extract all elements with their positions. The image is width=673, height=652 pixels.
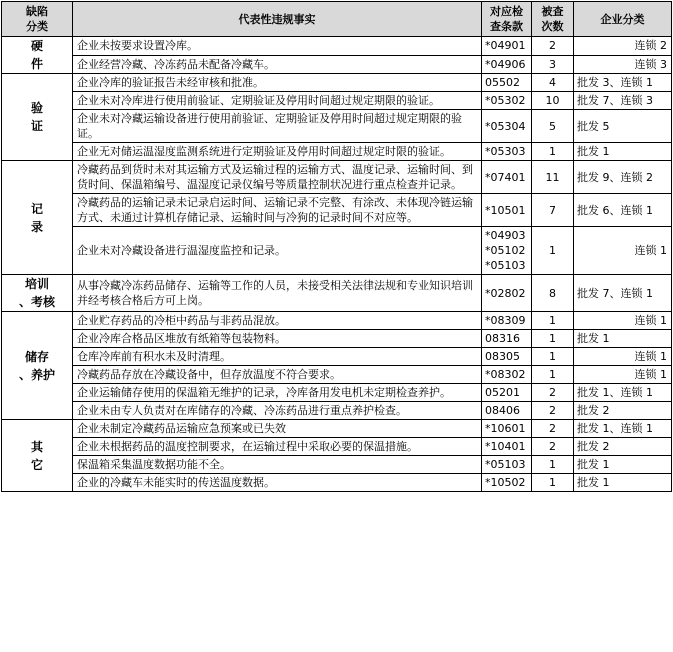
table-row (2, 110, 672, 143)
clause-cell (482, 384, 532, 402)
header-enterprise: 企业分类 (574, 2, 672, 37)
clause-cell (482, 330, 532, 348)
clause-cell (482, 312, 532, 330)
clause-code: *10502 (485, 476, 526, 489)
clause-code: *10501 (485, 203, 526, 217)
violation-fact: 仓库冷库前有积水未及时清理。 (73, 348, 482, 366)
enterprise-class-left: 批发 6、连锁 1 (577, 203, 653, 217)
violation-fact: 企业经营冷藏、冷冻药品未配备冷藏车。 (73, 55, 482, 74)
violation-fact: 企业未对冷藏设备进行温湿度监控和记录。 (73, 227, 482, 275)
enterprise-class-left: 批发 2 (577, 440, 610, 453)
violation-fact: 企业贮存药品的冷柜中药品与非药品混放。 (73, 312, 482, 330)
clause-code: *04906 (485, 57, 526, 71)
enterprise-class (574, 474, 672, 492)
check-count: 1 (532, 366, 574, 384)
check-count: 1 (532, 312, 574, 330)
header-category: 缺陷 分类 (2, 2, 73, 37)
clause-code: *05103 (485, 259, 526, 272)
violation-fact: 企业无对储运温湿度监测系统进行定期验证及停用时间超过规定时限的验证。 (73, 143, 482, 161)
check-count: 2 (532, 384, 574, 402)
enterprise-class (574, 330, 672, 348)
enterprise-class (574, 110, 672, 143)
check-count: 1 (532, 143, 574, 161)
enterprise-class-right: 连锁 2 (634, 39, 667, 53)
table-row (2, 330, 672, 348)
check-count: 2 (532, 420, 574, 438)
enterprise-class (574, 227, 672, 275)
check-count: 1 (532, 474, 574, 492)
enterprise-class (574, 402, 672, 420)
violation-fact: 企业运输储存使用的保温箱无维护的记录，冷库备用发电机未定期检查养护。 (73, 384, 482, 402)
clause-cell (482, 456, 532, 474)
violation-fact: 从事冷藏冷冻药品储存、运输等工作的人员，未接受相关法律法规和专业知识培训并经考核合格后方可上岗。 (73, 275, 482, 312)
category-label: 证 (30, 119, 43, 133)
enterprise-class (574, 366, 672, 384)
clause-cell (482, 402, 532, 420)
clause-code: *10601 (485, 422, 526, 435)
category-label: 其 (30, 439, 43, 454)
enterprise-class (574, 92, 672, 110)
category-label: 验 (30, 101, 43, 115)
check-count: 1 (532, 348, 574, 366)
check-count: 7 (532, 194, 574, 227)
check-count: 1 (532, 456, 574, 474)
clause-cell (482, 143, 532, 161)
enterprise-class-left: 批发 2 (577, 404, 610, 417)
clause-cell (482, 420, 532, 438)
enterprise-class (574, 420, 672, 438)
table-row (2, 55, 672, 74)
violation-fact: 保温箱采集温度数据功能不全。 (73, 456, 482, 474)
clause-code: *05303 (485, 145, 526, 158)
category-label: 件 (30, 57, 43, 71)
enterprise-class-right: 连锁 3 (634, 57, 667, 71)
header-clause: 对应检 查条款 (482, 2, 532, 37)
category-label: 记 (30, 201, 43, 216)
check-count: 10 (532, 92, 574, 110)
table-row (2, 194, 672, 227)
enterprise-class (574, 348, 672, 366)
violation-fact: 企业未对冷藏运输设备进行使用前验证、定期验证及停用时间超过规定期限的验证。 (73, 110, 482, 143)
clause-code: 05502 (485, 76, 520, 89)
clause-code: 08406 (485, 404, 520, 417)
table-row (2, 402, 672, 420)
clause-cell (482, 55, 532, 74)
table-row (2, 438, 672, 456)
category-label: 硬 (30, 39, 43, 53)
category-label: 培训 (24, 277, 49, 291)
enterprise-class (574, 194, 672, 227)
clause-code: *08309 (485, 314, 526, 327)
enterprise-class-right: 连锁 1 (634, 368, 667, 381)
category-cell (2, 275, 73, 312)
table-row (2, 420, 672, 438)
table-row (2, 227, 672, 275)
category-cell (2, 312, 73, 420)
enterprise-class (574, 161, 672, 194)
category-label: 它 (30, 457, 43, 472)
clause-code: *05102 (485, 244, 526, 257)
violation-fact: 企业未对冷库进行使用前验证、定期验证及停用时间超过规定期限的验证。 (73, 92, 482, 110)
enterprise-class (574, 143, 672, 161)
clause-cell (482, 92, 532, 110)
enterprise-class-left: 批发 7、连锁 3 (577, 94, 653, 107)
enterprise-class (574, 55, 672, 74)
clause-cell (482, 438, 532, 456)
table-row (2, 161, 672, 194)
table-row (2, 74, 672, 92)
clause-cell (482, 110, 532, 143)
category-label: 、养护 (18, 367, 55, 382)
enterprise-class-right: 连锁 1 (634, 314, 667, 327)
violation-fact: 企业冷库的验证报告未经审核和批准。 (73, 74, 482, 92)
clause-code: 08305 (485, 350, 520, 363)
enterprise-class (574, 275, 672, 312)
check-count: 2 (532, 438, 574, 456)
table-row (2, 384, 672, 402)
enterprise-class-left: 批发 1 (577, 476, 610, 489)
category-cell (2, 74, 73, 161)
category-label: 、考核 (18, 295, 55, 309)
header-row (2, 2, 672, 37)
table-row (2, 312, 672, 330)
clause-cell (482, 275, 532, 312)
table-row (2, 143, 672, 161)
violation-fact: 冷藏药品到货时未对其运输方式及运输过程的运输方式、温度记录、运输时间、到货时间、保温箱编号、温湿度记录仪编号等质量控制状况进行重点检查并记录。 (73, 161, 482, 194)
enterprise-class-left: 批发 1、连锁 1 (577, 386, 653, 399)
category-cell (2, 161, 73, 275)
clause-cell (482, 366, 532, 384)
clause-cell (482, 227, 532, 275)
clause-code: *08302 (485, 368, 526, 381)
clause-code: *02802 (485, 286, 526, 300)
violation-fact: 企业未制定冷藏药品运输应急预案或已失效 (73, 420, 482, 438)
enterprise-class (574, 456, 672, 474)
violation-fact: 冷藏药品存放在冷藏设备中，但存放温度不符合要求。 (73, 366, 482, 384)
table-row (2, 275, 672, 312)
check-count: 4 (532, 74, 574, 92)
clause-code: *04901 (485, 39, 526, 53)
enterprise-class-left: 批发 1 (577, 458, 610, 471)
enterprise-class-left: 批发 1 (577, 145, 610, 158)
clause-code: *04903 (485, 229, 526, 242)
check-count: 2 (532, 37, 574, 56)
category-label: 储存 (24, 349, 49, 364)
enterprise-class-left: 批发 7、连锁 1 (577, 286, 653, 300)
violation-fact: 企业未由专人负责对在库储存的冷藏、冷冻药品进行重点养护检查。 (73, 402, 482, 420)
enterprise-class-left: 批发 5 (577, 119, 610, 133)
enterprise-class-left: 批发 1、连锁 1 (577, 422, 653, 435)
clause-code: 08316 (485, 332, 520, 345)
table-row (2, 474, 672, 492)
table-row (2, 37, 672, 56)
clause-cell (482, 74, 532, 92)
clause-code: *07401 (485, 170, 526, 184)
violation-fact: 企业未按要求设置冷库。 (73, 37, 482, 56)
enterprise-class-left: 批发 1 (577, 332, 610, 345)
table-row (2, 456, 672, 474)
clause-cell (482, 161, 532, 194)
check-count: 1 (532, 330, 574, 348)
clause-cell (482, 348, 532, 366)
enterprise-class (574, 37, 672, 56)
enterprise-class-right: 连锁 1 (634, 350, 667, 363)
header-count: 被查 次数 (532, 2, 574, 37)
violation-table (1, 1, 672, 492)
header-fact: 代表性违规事实 (73, 2, 482, 37)
check-count: 11 (532, 161, 574, 194)
enterprise-class-left: 批发 3、连锁 1 (577, 76, 653, 89)
category-cell (2, 420, 73, 492)
clause-cell (482, 194, 532, 227)
enterprise-class-left: 批发 9、连锁 2 (577, 170, 653, 184)
clause-code: 05201 (485, 386, 520, 399)
violation-fact: 企业未根据药品的温度控制要求，在运输过程中采取必要的保温措施。 (73, 438, 482, 456)
clause-code: *05304 (485, 119, 526, 133)
check-count: 8 (532, 275, 574, 312)
check-count: 2 (532, 402, 574, 420)
table-row (2, 348, 672, 366)
enterprise-class-right: 连锁 1 (634, 244, 667, 257)
enterprise-class (574, 438, 672, 456)
check-count: 3 (532, 55, 574, 74)
enterprise-class (574, 384, 672, 402)
violation-fact: 企业的冷藏车未能实时的传送温度数据。 (73, 474, 482, 492)
violation-fact: 冷藏药品的运输记录未记录启运时间、运输记录不完整、有涂改、未体现冷链运输方式、未通过计算机存储记录、运输时间与冷狗的记录时间不对应等。 (73, 194, 482, 227)
violation-fact: 企业冷库合格品区堆放有纸箱等包装物料。 (73, 330, 482, 348)
category-label: 录 (30, 219, 43, 234)
clause-cell (482, 474, 532, 492)
table-row (2, 92, 672, 110)
check-count: 1 (532, 227, 574, 275)
clause-cell (482, 37, 532, 56)
clause-code: *10401 (485, 440, 526, 453)
clause-code: *05103 (485, 458, 526, 471)
enterprise-class (574, 312, 672, 330)
clause-code: *05302 (485, 94, 526, 107)
check-count: 5 (532, 110, 574, 143)
category-cell (2, 37, 73, 74)
table-row (2, 366, 672, 384)
table-body (2, 37, 672, 492)
enterprise-class (574, 74, 672, 92)
